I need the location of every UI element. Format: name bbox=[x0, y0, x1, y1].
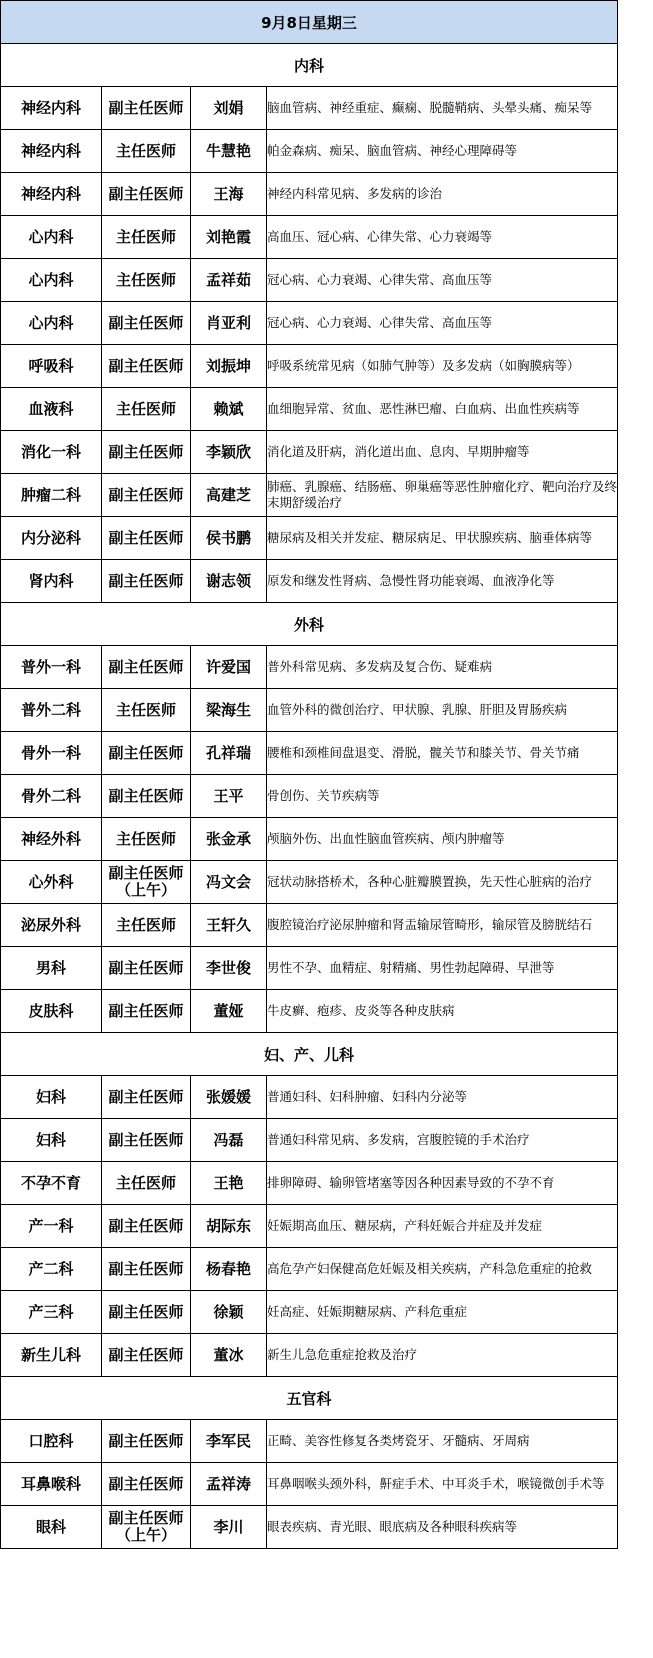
doctor-row bbox=[1, 1119, 618, 1162]
doctor-row bbox=[1, 1506, 618, 1549]
specialty-cell: 消化道及肝病，消化道出血、息肉、早期肿瘤等 bbox=[267, 431, 618, 474]
doctor-row bbox=[1, 259, 618, 302]
doctor-title-cell: 主任医师 bbox=[102, 388, 191, 431]
doctor-name-cell: 董娅 bbox=[191, 990, 267, 1033]
doctor-name-cell: 肖亚利 bbox=[191, 302, 267, 345]
doctor-title-cell: 主任医师 bbox=[102, 130, 191, 173]
section-header-row bbox=[1, 44, 618, 87]
doctor-row bbox=[1, 1463, 618, 1506]
department-cell: 普外一科 bbox=[1, 646, 102, 689]
doctor-title-cell: 副主任医师 bbox=[102, 517, 191, 560]
specialty-cell: 血管外科的微创治疗、甲状腺、乳腺、肝胆及胃肠疾病 bbox=[267, 689, 618, 732]
department-cell: 妇科 bbox=[1, 1119, 102, 1162]
section-title: 外科 bbox=[1, 603, 618, 646]
department-cell: 心内科 bbox=[1, 216, 102, 259]
department-cell: 口腔科 bbox=[1, 1420, 102, 1463]
doctor-title-cell: 副主任医师 bbox=[102, 1334, 191, 1377]
section-header-row bbox=[1, 1033, 618, 1076]
doctor-name-cell: 张媛媛 bbox=[191, 1076, 267, 1119]
doctor-title-cell: 副主任医师 bbox=[102, 302, 191, 345]
department-cell: 耳鼻喉科 bbox=[1, 1463, 102, 1506]
doctor-name-cell: 王平 bbox=[191, 775, 267, 818]
department-cell: 心外科 bbox=[1, 861, 102, 904]
doctor-title-cell: 主任医师 bbox=[102, 818, 191, 861]
section-title: 内科 bbox=[1, 44, 618, 87]
specialty-cell: 普通妇科、妇科肿瘤、妇科内分泌等 bbox=[267, 1076, 618, 1119]
doctor-name-cell: 许爱国 bbox=[191, 646, 267, 689]
doctor-title-cell: 副主任医师 bbox=[102, 474, 191, 517]
specialty-cell: 普外科常见病、多发病及复合伤、疑难病 bbox=[267, 646, 618, 689]
doctor-name-cell: 李颖欣 bbox=[191, 431, 267, 474]
department-cell: 呼吸科 bbox=[1, 345, 102, 388]
doctor-name-cell: 徐颖 bbox=[191, 1291, 267, 1334]
doctor-title-cell: 主任医师 bbox=[102, 689, 191, 732]
doctor-row bbox=[1, 1248, 618, 1291]
doctor-title-cell: 副主任医师（上午） bbox=[102, 1506, 191, 1549]
doctor-row bbox=[1, 1420, 618, 1463]
doctor-title-cell: 副主任医师 bbox=[102, 732, 191, 775]
doctor-title-cell: 副主任医师 bbox=[102, 775, 191, 818]
doctor-title-cell: 副主任医师 bbox=[102, 1205, 191, 1248]
doctor-name-cell: 刘娟 bbox=[191, 87, 267, 130]
department-cell: 心内科 bbox=[1, 302, 102, 345]
doctor-title-cell: 副主任医师 bbox=[102, 646, 191, 689]
doctor-title-cell: 副主任医师 bbox=[102, 1463, 191, 1506]
department-cell: 新生儿科 bbox=[1, 1334, 102, 1377]
doctor-row bbox=[1, 560, 618, 603]
title-row bbox=[1, 1, 618, 44]
department-cell: 产二科 bbox=[1, 1248, 102, 1291]
department-cell: 神经内科 bbox=[1, 130, 102, 173]
doctor-name-cell: 赖斌 bbox=[191, 388, 267, 431]
doctor-title-cell: 副主任医师 bbox=[102, 173, 191, 216]
specialty-cell: 血细胞异常、贫血、恶性淋巴瘤、白血病、出血性疾病等 bbox=[267, 388, 618, 431]
department-cell: 骨外一科 bbox=[1, 732, 102, 775]
specialty-cell: 冠心病、心力衰竭、心律失常、高血压等 bbox=[267, 259, 618, 302]
doctor-row bbox=[1, 474, 618, 517]
department-cell: 产三科 bbox=[1, 1291, 102, 1334]
doctor-row bbox=[1, 646, 618, 689]
specialty-cell: 冠状动脉搭桥术，各种心脏瓣膜置换，先天性心脏病的治疗 bbox=[267, 861, 618, 904]
doctor-row bbox=[1, 990, 618, 1033]
doctor-title-cell: 副主任医师 bbox=[102, 1248, 191, 1291]
doctor-name-cell: 高建芝 bbox=[191, 474, 267, 517]
doctor-name-cell: 侯书鹏 bbox=[191, 517, 267, 560]
specialty-cell: 牛皮癣、疱疹、皮炎等各种皮肤病 bbox=[267, 990, 618, 1033]
specialty-cell: 冠心病、心力衰竭、心律失常、高血压等 bbox=[267, 302, 618, 345]
doctor-title-cell: 主任医师 bbox=[102, 259, 191, 302]
doctor-name-cell: 王艳 bbox=[191, 1162, 267, 1205]
doctor-name-cell: 孔祥瑞 bbox=[191, 732, 267, 775]
specialty-cell: 呼吸系统常见病（如肺气肿等）及多发病（如胸膜病等） bbox=[267, 345, 618, 388]
doctor-title-cell: 主任医师 bbox=[102, 904, 191, 947]
specialty-cell: 男性不孕、血精症、射精痛、男性勃起障碍、早泄等 bbox=[267, 947, 618, 990]
department-cell: 血液科 bbox=[1, 388, 102, 431]
doctor-title-cell: 副主任医师 bbox=[102, 1420, 191, 1463]
specialty-cell: 妊娠期高血压、糖尿病，产科妊娠合并症及并发症 bbox=[267, 1205, 618, 1248]
doctor-row bbox=[1, 1162, 618, 1205]
doctor-name-cell: 孟祥茹 bbox=[191, 259, 267, 302]
doctor-row bbox=[1, 388, 618, 431]
specialty-cell: 普通妇科常见病、多发病，宫腹腔镜的手术治疗 bbox=[267, 1119, 618, 1162]
department-cell: 内分泌科 bbox=[1, 517, 102, 560]
doctor-row bbox=[1, 1291, 618, 1334]
specialty-cell: 糖尿病及相关并发症、糖尿病足、甲状腺疾病、脑垂体病等 bbox=[267, 517, 618, 560]
section-header-row bbox=[1, 603, 618, 646]
doctor-title-cell: 副主任医师 bbox=[102, 1119, 191, 1162]
section-header-row bbox=[1, 1377, 618, 1420]
department-cell: 神经内科 bbox=[1, 87, 102, 130]
doctor-title-cell: 副主任医师 bbox=[102, 1291, 191, 1334]
doctor-name-cell: 冯文会 bbox=[191, 861, 267, 904]
doctor-title-cell: 副主任医师 bbox=[102, 87, 191, 130]
specialty-cell: 腹腔镜治疗泌尿肿瘤和肾盂输尿管畸形，输尿管及膀胱结石 bbox=[267, 904, 618, 947]
doctor-title-cell: 副主任医师（上午） bbox=[102, 861, 191, 904]
department-cell: 神经内科 bbox=[1, 173, 102, 216]
doctor-row bbox=[1, 517, 618, 560]
specialty-cell: 排卵障碍、输卵管堵塞等因各种因素导致的不孕不育 bbox=[267, 1162, 618, 1205]
department-cell: 肿瘤二科 bbox=[1, 474, 102, 517]
doctor-title-cell: 副主任医师 bbox=[102, 990, 191, 1033]
doctor-row bbox=[1, 173, 618, 216]
doctor-name-cell: 冯磊 bbox=[191, 1119, 267, 1162]
doctor-name-cell: 董冰 bbox=[191, 1334, 267, 1377]
doctor-name-cell: 胡际东 bbox=[191, 1205, 267, 1248]
specialty-cell: 脑血管病、神经重症、癫痫、脱髓鞘病、头晕头痛、痴呆等 bbox=[267, 87, 618, 130]
specialty-cell: 妊高症、妊娠期糖尿病、产科危重症 bbox=[267, 1291, 618, 1334]
doctor-name-cell: 刘艳霞 bbox=[191, 216, 267, 259]
doctor-name-cell: 刘振坤 bbox=[191, 345, 267, 388]
doctor-row bbox=[1, 947, 618, 990]
department-cell: 普外二科 bbox=[1, 689, 102, 732]
doctor-title-cell: 主任医师 bbox=[102, 1162, 191, 1205]
specialty-cell: 腰椎和颈椎间盘退变、滑脱，髋关节和膝关节、骨关节痛 bbox=[267, 732, 618, 775]
schedule-date-title: 9月8日星期三 bbox=[1, 1, 618, 44]
department-cell: 不孕不育 bbox=[1, 1162, 102, 1205]
specialty-cell: 耳鼻咽喉头颈外科，鼾症手术、中耳炎手术，喉镜微创手术等 bbox=[267, 1463, 618, 1506]
department-cell: 妇科 bbox=[1, 1076, 102, 1119]
doctor-name-cell: 王轩久 bbox=[191, 904, 267, 947]
doctor-row bbox=[1, 818, 618, 861]
doctor-name-cell: 孟祥涛 bbox=[191, 1463, 267, 1506]
doctor-row bbox=[1, 130, 618, 173]
doctor-row bbox=[1, 904, 618, 947]
doctor-row bbox=[1, 732, 618, 775]
doctor-title-cell: 副主任医师 bbox=[102, 560, 191, 603]
doctor-row bbox=[1, 775, 618, 818]
doctor-name-cell: 谢志领 bbox=[191, 560, 267, 603]
doctor-name-cell: 梁海生 bbox=[191, 689, 267, 732]
doctor-row bbox=[1, 689, 618, 732]
doctor-row bbox=[1, 431, 618, 474]
department-cell: 皮肤科 bbox=[1, 990, 102, 1033]
doctor-row bbox=[1, 302, 618, 345]
doctor-name-cell: 李世俊 bbox=[191, 947, 267, 990]
doctor-name-cell: 牛慧艳 bbox=[191, 130, 267, 173]
department-cell: 心内科 bbox=[1, 259, 102, 302]
doctor-title-cell: 副主任医师 bbox=[102, 947, 191, 990]
doctor-title-cell: 主任医师 bbox=[102, 216, 191, 259]
doctor-name-cell: 李川 bbox=[191, 1506, 267, 1549]
department-cell: 骨外二科 bbox=[1, 775, 102, 818]
department-cell: 肾内科 bbox=[1, 560, 102, 603]
doctor-name-cell: 王海 bbox=[191, 173, 267, 216]
specialty-cell: 帕金森病、痴呆、脑血管病、神经心理障碍等 bbox=[267, 130, 618, 173]
doctor-title-cell: 副主任医师 bbox=[102, 1076, 191, 1119]
doctor-row bbox=[1, 216, 618, 259]
doctor-title-cell: 副主任医师 bbox=[102, 345, 191, 388]
specialty-cell: 眼表疾病、青光眼、眼底病及各种眼科疾病等 bbox=[267, 1506, 618, 1549]
doctor-row bbox=[1, 345, 618, 388]
department-cell: 眼科 bbox=[1, 1506, 102, 1549]
doctor-name-cell: 杨春艳 bbox=[191, 1248, 267, 1291]
doctor-row bbox=[1, 861, 618, 904]
doctor-name-cell: 李军民 bbox=[191, 1420, 267, 1463]
specialty-cell: 神经内科常见病、多发病的诊治 bbox=[267, 173, 618, 216]
specialty-cell: 原发和继发性肾病、急慢性肾功能衰竭、血液净化等 bbox=[267, 560, 618, 603]
specialty-cell: 新生儿急危重症抢救及治疗 bbox=[267, 1334, 618, 1377]
section-title: 妇、产、儿科 bbox=[1, 1033, 618, 1076]
doctor-row bbox=[1, 1334, 618, 1377]
doctor-row bbox=[1, 1205, 618, 1248]
department-cell: 消化一科 bbox=[1, 431, 102, 474]
department-cell: 泌尿外科 bbox=[1, 904, 102, 947]
doctor-title-cell: 副主任医师 bbox=[102, 431, 191, 474]
department-cell: 神经外科 bbox=[1, 818, 102, 861]
doctor-row bbox=[1, 87, 618, 130]
section-title: 五官科 bbox=[1, 1377, 618, 1420]
specialty-cell: 高危孕产妇保健高危妊娠及相关疾病，产科急危重症的抢救 bbox=[267, 1248, 618, 1291]
specialty-cell: 骨创伤、关节疾病等 bbox=[267, 775, 618, 818]
department-cell: 产一科 bbox=[1, 1205, 102, 1248]
doctor-row bbox=[1, 1076, 618, 1119]
specialty-cell: 正畸、美容性修复各类烤瓷牙、牙髓病、牙周病 bbox=[267, 1420, 618, 1463]
specialty-cell: 高血压、冠心病、心律失常、心力衰竭等 bbox=[267, 216, 618, 259]
specialty-cell: 肺癌、乳腺癌、结肠癌、卵巢癌等恶性肿瘤化疗、靶向治疗及终末期舒缓治疗 bbox=[267, 474, 618, 517]
doctor-name-cell: 张金承 bbox=[191, 818, 267, 861]
department-cell: 男科 bbox=[1, 947, 102, 990]
specialty-cell: 颅脑外伤、出血性脑血管疾病、颅内肿瘤等 bbox=[267, 818, 618, 861]
